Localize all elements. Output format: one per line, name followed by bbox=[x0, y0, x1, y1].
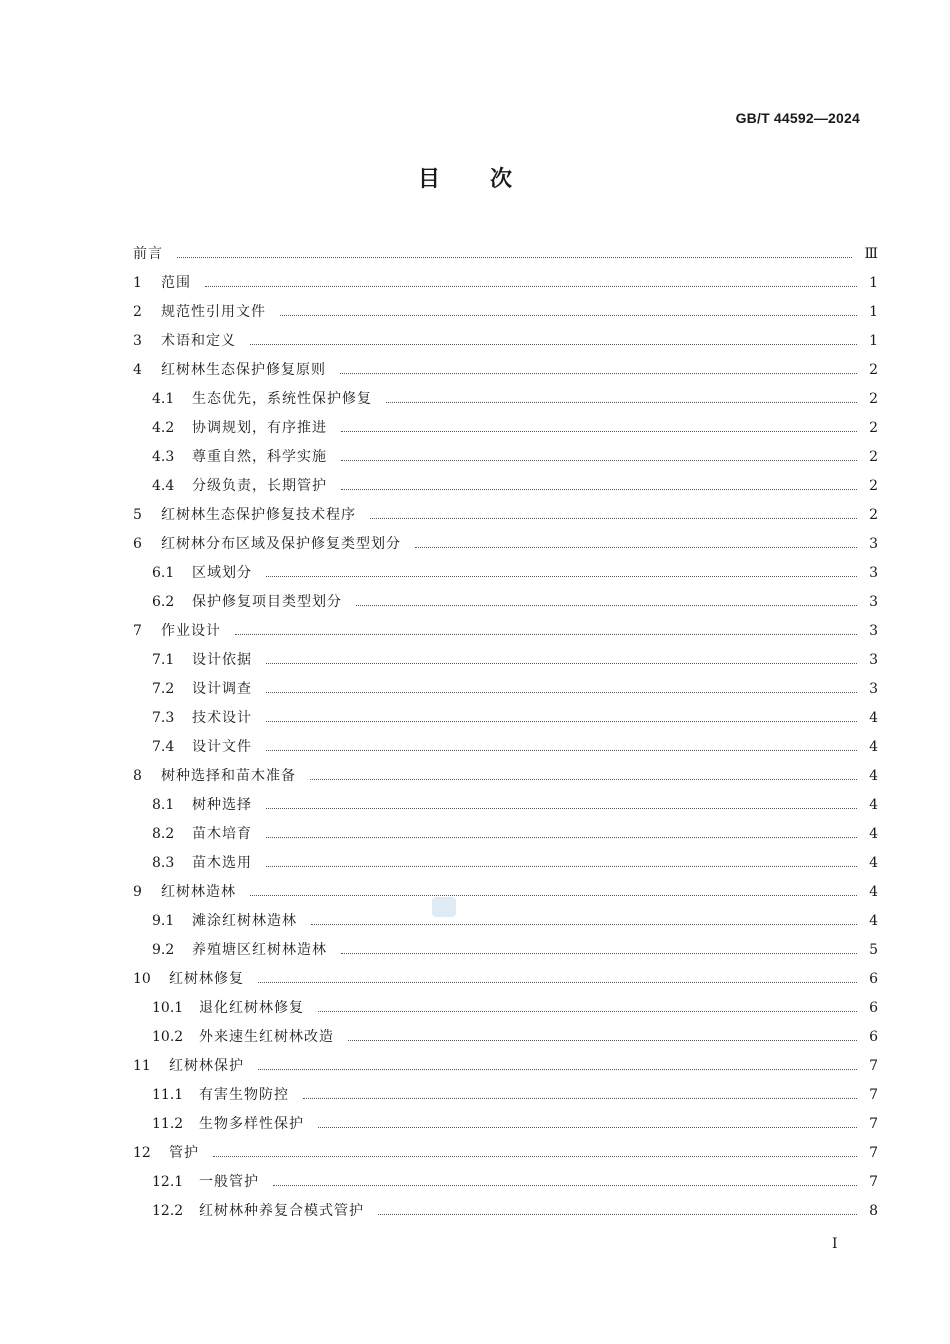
toc-entry[interactable] bbox=[133, 588, 878, 617]
dot-leader bbox=[177, 256, 852, 258]
toc-entry-title: 树种选择 bbox=[192, 797, 252, 813]
toc-entry-page: 2 bbox=[869, 420, 878, 436]
toc-entry-title: 养殖塘区红树林造林 bbox=[192, 942, 327, 958]
toc-entry-number: 3 bbox=[133, 333, 142, 349]
toc-entry-number: 4.3 bbox=[152, 449, 175, 465]
toc-entry-number: 4 bbox=[133, 362, 142, 378]
toc-entry-title: 尊重自然，科学实施 bbox=[192, 449, 327, 465]
dot-leader bbox=[266, 807, 857, 809]
toc-entry[interactable] bbox=[133, 298, 878, 327]
toc-entry[interactable] bbox=[133, 501, 878, 530]
toc-entry-page: 1 bbox=[869, 304, 878, 320]
toc-entry-number: 7 bbox=[133, 623, 142, 639]
dot-leader bbox=[250, 343, 857, 345]
toc-entry-page: 4 bbox=[869, 913, 878, 929]
toc-entry[interactable] bbox=[133, 791, 878, 820]
dot-leader bbox=[258, 981, 857, 983]
toc-entry[interactable] bbox=[133, 1110, 878, 1139]
dot-leader bbox=[273, 1184, 857, 1186]
toc-entry-title: 红树林造林 bbox=[161, 884, 236, 900]
toc-entry[interactable] bbox=[133, 936, 878, 965]
toc-entry-number: 12 bbox=[133, 1145, 151, 1161]
toc-entry-number: 11.2 bbox=[152, 1116, 184, 1132]
toc-entry-title: 协调规划，有序推进 bbox=[192, 420, 327, 436]
dot-leader bbox=[341, 952, 857, 954]
toc-entry[interactable] bbox=[133, 617, 878, 646]
toc-entry-page: 3 bbox=[869, 536, 878, 552]
toc-entry[interactable] bbox=[133, 472, 878, 501]
toc-entry[interactable] bbox=[133, 385, 878, 414]
toc-entry-title: 有害生物防控 bbox=[199, 1087, 289, 1103]
toc-entry-page: 4 bbox=[869, 826, 878, 842]
toc-entry-page: 8 bbox=[869, 1203, 878, 1219]
toc-entry[interactable] bbox=[133, 1168, 878, 1197]
toc-entry-title: 设计调查 bbox=[192, 681, 252, 697]
toc-entry-number: 8 bbox=[133, 768, 142, 784]
toc-entry[interactable] bbox=[133, 1023, 878, 1052]
toc-entry[interactable] bbox=[133, 704, 878, 733]
toc-entry-number: 6.2 bbox=[152, 594, 175, 610]
toc-entry-title: 术语和定义 bbox=[161, 333, 236, 349]
toc-entry-page: 3 bbox=[869, 565, 878, 581]
toc-entry-number: 7.3 bbox=[152, 710, 175, 726]
toc-entry-number: 7.1 bbox=[152, 652, 175, 668]
toc-entry[interactable] bbox=[133, 849, 878, 878]
toc-entry[interactable] bbox=[133, 356, 878, 385]
toc-entry-number: 2 bbox=[133, 304, 142, 320]
toc-entry-title: 红树林生态保护修复原则 bbox=[161, 362, 326, 378]
toc-entry-number: 4.4 bbox=[152, 478, 175, 494]
dot-leader bbox=[266, 836, 857, 838]
toc-entry[interactable] bbox=[133, 762, 878, 791]
dot-leader bbox=[303, 1097, 857, 1099]
dot-leader bbox=[311, 923, 857, 925]
toc-entry-page: 7 bbox=[869, 1116, 878, 1132]
toc-entry[interactable] bbox=[133, 269, 878, 298]
toc-entry-title: 设计依据 bbox=[192, 652, 252, 668]
toc-entry-number: 8.1 bbox=[152, 797, 175, 813]
toc-entry[interactable] bbox=[133, 1081, 878, 1110]
toc-entry-number: 9.1 bbox=[152, 913, 175, 929]
toc-entry-title: 设计文件 bbox=[192, 739, 252, 755]
toc-entry-title: 分级负责，长期管护 bbox=[192, 478, 327, 494]
toc-entry[interactable] bbox=[133, 994, 878, 1023]
toc-entry-title: 红树林生态保护修复技术程序 bbox=[161, 507, 356, 523]
toc-entry-number: 4.2 bbox=[152, 420, 175, 436]
toc-entry[interactable] bbox=[133, 443, 878, 472]
dot-leader bbox=[370, 517, 857, 519]
toc-entry-title: 苗木培育 bbox=[192, 826, 252, 842]
dot-leader bbox=[213, 1155, 857, 1157]
dot-leader bbox=[250, 894, 857, 896]
toc-entry[interactable] bbox=[133, 1197, 878, 1226]
toc-entry-page: 3 bbox=[869, 681, 878, 697]
toc-entry-title: 范围 bbox=[161, 275, 191, 291]
toc-entry-title: 技术设计 bbox=[192, 710, 252, 726]
toc-entry-page: 4 bbox=[869, 797, 878, 813]
toc-entry[interactable] bbox=[133, 530, 878, 559]
toc-entry-page: 6 bbox=[869, 1000, 878, 1016]
dot-leader bbox=[310, 778, 857, 780]
toc-entry-page: 7 bbox=[869, 1087, 878, 1103]
dot-leader bbox=[348, 1039, 857, 1041]
toc-entry[interactable] bbox=[133, 414, 878, 443]
toc-entry-number: 10.2 bbox=[152, 1029, 184, 1045]
toc-entry-page: 4 bbox=[869, 739, 878, 755]
dot-leader bbox=[235, 633, 857, 635]
toc-entry[interactable] bbox=[133, 820, 878, 849]
toc-entry-title: 外来速生红树林改造 bbox=[199, 1029, 334, 1045]
toc-entry-title: 红树林修复 bbox=[169, 971, 244, 987]
toc-entry[interactable] bbox=[133, 907, 878, 936]
toc-entry-title: 苗木选用 bbox=[192, 855, 252, 871]
toc-entry-number: 11.1 bbox=[152, 1087, 184, 1103]
toc-entry-page: 3 bbox=[869, 652, 878, 668]
toc-entry-page: 2 bbox=[869, 362, 878, 378]
toc-entry-title: 保护修复项目类型划分 bbox=[192, 594, 342, 610]
toc-entry-page: 3 bbox=[869, 594, 878, 610]
toc-entry-page: 1 bbox=[869, 275, 878, 291]
toc-entry-title: 作业设计 bbox=[161, 623, 221, 639]
dot-leader bbox=[415, 546, 857, 548]
toc-entry-title: 生物多样性保护 bbox=[199, 1116, 304, 1132]
toc-entry-title: 区域划分 bbox=[192, 565, 252, 581]
toc-entry-page: 4 bbox=[869, 855, 878, 871]
dot-leader bbox=[280, 314, 857, 316]
toc-entry[interactable] bbox=[133, 733, 878, 762]
toc-entry-page: 6 bbox=[869, 971, 878, 987]
toc-entry-page: 2 bbox=[869, 449, 878, 465]
toc-entry-page: 4 bbox=[869, 768, 878, 784]
toc-entry-page: 2 bbox=[869, 478, 878, 494]
watermark-logo bbox=[432, 897, 456, 917]
toc-entry-number: 7.2 bbox=[152, 681, 175, 697]
toc-entry-title: 一般管护 bbox=[199, 1174, 259, 1190]
dot-leader bbox=[266, 691, 857, 693]
dot-leader bbox=[318, 1010, 857, 1012]
dot-leader bbox=[356, 604, 857, 606]
toc-entry-title: 退化红树林修复 bbox=[199, 1000, 304, 1016]
toc-entry-title: 生态优先，系统性保护修复 bbox=[192, 391, 372, 407]
dot-leader bbox=[341, 430, 857, 432]
toc-entry-page: 2 bbox=[869, 391, 878, 407]
toc-entry-page: 7 bbox=[869, 1174, 878, 1190]
toc-entry-page: Ⅲ bbox=[864, 246, 878, 262]
toc-entry-title: 滩涂红树林造林 bbox=[192, 913, 297, 929]
toc-entry-title: 前言 bbox=[133, 246, 163, 262]
toc-entry[interactable] bbox=[133, 965, 878, 994]
dot-leader bbox=[341, 488, 857, 490]
toc-entry-number: 6.1 bbox=[152, 565, 175, 581]
toc-entry-page: 7 bbox=[869, 1058, 878, 1074]
toc-entry-title: 红树林保护 bbox=[169, 1058, 244, 1074]
dot-leader bbox=[266, 575, 857, 577]
toc-entry-number: 9 bbox=[133, 884, 142, 900]
toc-entry[interactable] bbox=[133, 559, 878, 588]
dot-leader bbox=[266, 749, 857, 751]
page-title: 目次 bbox=[417, 167, 562, 192]
toc-entry-number: 7.4 bbox=[152, 739, 175, 755]
dot-leader bbox=[341, 459, 857, 461]
toc-entry-title: 管护 bbox=[169, 1145, 199, 1161]
dot-leader bbox=[386, 401, 857, 403]
toc-entry-number: 12.2 bbox=[152, 1203, 184, 1219]
dot-leader bbox=[266, 720, 857, 722]
toc-entry-page: 3 bbox=[869, 623, 878, 639]
toc-entry-title: 红树林分布区域及保护修复类型划分 bbox=[161, 536, 401, 552]
toc-entry-number: 5 bbox=[133, 507, 142, 523]
toc-entry[interactable] bbox=[133, 878, 878, 907]
dot-leader bbox=[266, 865, 857, 867]
dot-leader bbox=[205, 285, 857, 287]
toc-entry[interactable] bbox=[133, 1139, 878, 1168]
toc-entry-title: 树种选择和苗木准备 bbox=[161, 768, 296, 784]
toc-entry-number: 8.3 bbox=[152, 855, 175, 871]
toc-entry-page: 5 bbox=[869, 942, 878, 958]
dot-leader bbox=[318, 1126, 857, 1128]
toc-entry-number: 6 bbox=[133, 536, 142, 552]
toc-entry[interactable] bbox=[133, 1052, 878, 1081]
toc-entry-page: 2 bbox=[869, 507, 878, 523]
toc-entry[interactable] bbox=[133, 675, 878, 704]
toc-entry-number: 9.2 bbox=[152, 942, 175, 958]
toc-entry-title: 红树林种养复合模式管护 bbox=[199, 1203, 364, 1219]
toc-entry-number: 4.1 bbox=[152, 391, 175, 407]
toc-entry-page: 1 bbox=[869, 333, 878, 349]
dot-leader bbox=[266, 662, 857, 664]
toc-entry-page: 4 bbox=[869, 710, 878, 726]
dot-leader bbox=[378, 1213, 857, 1215]
toc-entry-number: 1 bbox=[133, 275, 142, 291]
toc-entry-title: 规范性引用文件 bbox=[161, 304, 266, 320]
standard-number: GB/T 44592—2024 bbox=[735, 110, 860, 126]
toc-entry-number: 10.1 bbox=[152, 1000, 184, 1016]
toc-entry-number: 11 bbox=[133, 1058, 151, 1074]
toc-entry-page: 6 bbox=[869, 1029, 878, 1045]
toc-entry-number: 10 bbox=[133, 971, 151, 987]
toc-entry[interactable] bbox=[133, 646, 878, 675]
toc-entry-number: 8.2 bbox=[152, 826, 175, 842]
dot-leader bbox=[340, 372, 857, 374]
toc-entry-page: 7 bbox=[869, 1145, 878, 1161]
page-number: Ⅰ bbox=[832, 1236, 838, 1252]
dot-leader bbox=[258, 1068, 857, 1070]
toc-entry-number: 12.1 bbox=[152, 1174, 184, 1190]
toc-entry[interactable] bbox=[133, 240, 878, 269]
toc-entry[interactable] bbox=[133, 327, 878, 356]
toc-entry-page: 4 bbox=[869, 884, 878, 900]
table-of-contents bbox=[133, 240, 878, 1226]
